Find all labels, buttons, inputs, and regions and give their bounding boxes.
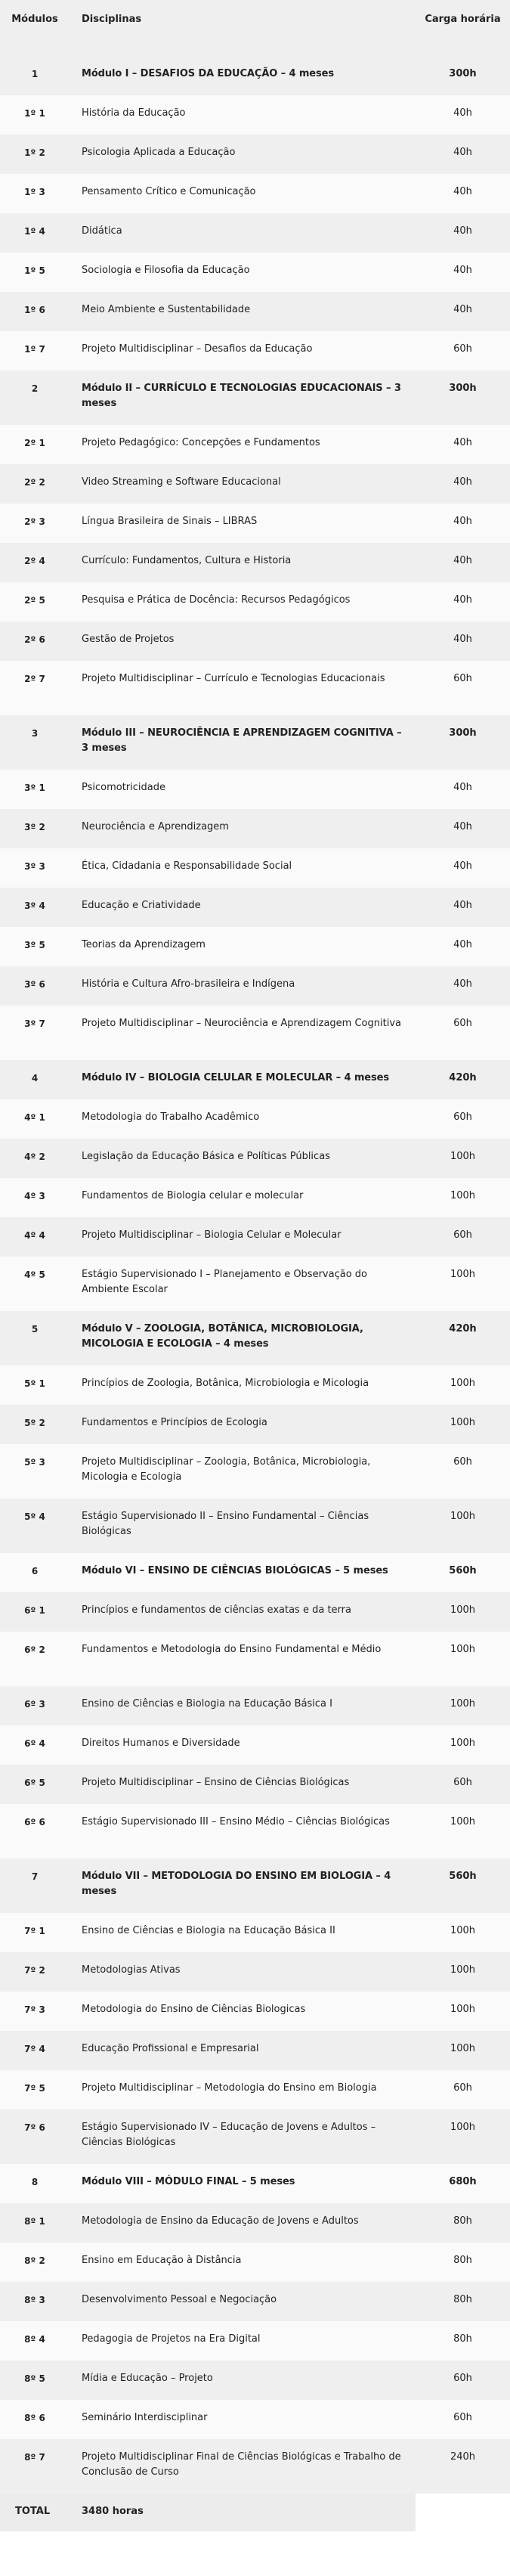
table-row bbox=[0, 2203, 510, 2243]
discipline-cell: Módulo V – ZOOLOGIA, BOTÂNICA, MICROBIOLOGIA, MICOLOGIA E ECOLOGIA – 4 meses bbox=[70, 1311, 416, 1365]
total-label: TOTAL bbox=[0, 2494, 70, 2531]
table-row bbox=[0, 1139, 510, 1178]
discipline-cell: Língua Brasileira de Sinais – LIBRAS bbox=[70, 504, 416, 543]
module-code-cell: 5º 4 bbox=[0, 1499, 70, 1553]
table-row bbox=[0, 1365, 510, 1405]
table-row bbox=[0, 1257, 510, 1311]
hours-cell: 60h bbox=[416, 2400, 510, 2439]
table-row bbox=[0, 2439, 510, 2494]
hours-cell: 40h bbox=[416, 966, 510, 1006]
hours-cell: 40h bbox=[416, 95, 510, 135]
module-code-cell: 5º 2 bbox=[0, 1405, 70, 1444]
discipline-cell: Teorias da Aprendizagem bbox=[70, 927, 416, 966]
module-code-cell: 2º 4 bbox=[0, 543, 70, 582]
table-row bbox=[0, 661, 510, 715]
module-code-cell: 7º 6 bbox=[0, 2109, 70, 2164]
module-code-cell: 1º 3 bbox=[0, 174, 70, 213]
discipline-cell: Meio Ambiente e Sustentabilidade bbox=[70, 292, 416, 331]
discipline-cell: Projeto Multidisciplinar – Neurociência e Aprendizagem Cognitiva bbox=[70, 1006, 416, 1060]
module-code-cell: 4º 2 bbox=[0, 1139, 70, 1178]
discipline-cell: Educação e Criatividade bbox=[70, 888, 416, 927]
module-code-cell: 4º 3 bbox=[0, 1178, 70, 1217]
hours-cell: 60h bbox=[416, 661, 510, 715]
table-row bbox=[0, 292, 510, 331]
hours-cell: 100h bbox=[416, 1686, 510, 1725]
module-row bbox=[0, 1060, 510, 1099]
header-workload: Carga horária bbox=[416, 0, 510, 56]
hours-cell: 100h bbox=[416, 1365, 510, 1405]
discipline-cell: Pedagogia de Projetos na Era Digital bbox=[70, 2321, 416, 2361]
discipline-cell: Sociologia e Filosofia da Educação bbox=[70, 253, 416, 292]
table-row bbox=[0, 2031, 510, 2070]
module-code-cell: 6º 6 bbox=[0, 1804, 70, 1858]
table-row bbox=[0, 1765, 510, 1804]
discipline-cell: Pesquisa e Prática de Docência: Recursos Pedagógicos bbox=[70, 582, 416, 622]
hours-cell: 60h bbox=[416, 2361, 510, 2400]
hours-cell: 40h bbox=[416, 582, 510, 622]
table-row bbox=[0, 2321, 510, 2361]
hours-cell: 40h bbox=[416, 848, 510, 888]
table-row bbox=[0, 888, 510, 927]
header-disciplines: Disciplinas bbox=[70, 0, 416, 56]
module-row bbox=[0, 715, 510, 770]
hours-cell: 680h bbox=[416, 2164, 510, 2203]
table-row bbox=[0, 464, 510, 504]
discipline-cell: Pensamento Crítico e Comunicação bbox=[70, 174, 416, 213]
module-code-cell: 3º 4 bbox=[0, 888, 70, 927]
hours-cell: 60h bbox=[416, 331, 510, 370]
module-code-cell: 1 bbox=[0, 56, 70, 95]
table-row bbox=[0, 1686, 510, 1725]
table-row bbox=[0, 966, 510, 1006]
hours-cell: 40h bbox=[416, 888, 510, 927]
discipline-cell: Neurociência e Aprendizagem bbox=[70, 809, 416, 848]
table-row bbox=[0, 2243, 510, 2282]
hours-cell: 40h bbox=[416, 464, 510, 504]
hours-cell: 560h bbox=[416, 1553, 510, 1592]
hours-cell: 100h bbox=[416, 1178, 510, 1217]
module-row bbox=[0, 370, 510, 425]
hours-cell: 40h bbox=[416, 770, 510, 809]
module-row bbox=[0, 1553, 510, 1592]
table-row bbox=[0, 2361, 510, 2400]
module-code-cell: 3º 2 bbox=[0, 809, 70, 848]
module-code-cell: 1º 1 bbox=[0, 95, 70, 135]
module-row bbox=[0, 1858, 510, 1913]
hours-cell: 80h bbox=[416, 2321, 510, 2361]
module-code-cell: 7º 2 bbox=[0, 1952, 70, 1992]
hours-cell: 100h bbox=[416, 2031, 510, 2070]
discipline-cell: Ensino de Ciências e Biologia na Educação Básica I bbox=[70, 1686, 416, 1725]
module-code-cell: 6º 5 bbox=[0, 1765, 70, 1804]
table-row bbox=[0, 425, 510, 464]
module-code-cell: 8º 4 bbox=[0, 2321, 70, 2361]
discipline-cell: Ensino em Educação à Distância bbox=[70, 2243, 416, 2282]
hours-cell: 100h bbox=[416, 1592, 510, 1632]
module-code-cell: 1º 2 bbox=[0, 135, 70, 174]
table-row bbox=[0, 1217, 510, 1257]
discipline-cell: Fundamentos e Metodologia do Ensino Fundamental e Médio bbox=[70, 1632, 416, 1686]
discipline-cell: Projeto Multidisciplinar – Metodologia do Ensino em Biologia bbox=[70, 2070, 416, 2109]
table-body bbox=[0, 56, 510, 2494]
module-code-cell: 6º 4 bbox=[0, 1725, 70, 1765]
module-code-cell: 7 bbox=[0, 1858, 70, 1913]
hours-cell: 40h bbox=[416, 213, 510, 253]
hours-cell: 100h bbox=[416, 2109, 510, 2164]
hours-cell: 300h bbox=[416, 370, 510, 425]
table-row bbox=[0, 1499, 510, 1553]
module-code-cell: 7º 3 bbox=[0, 1992, 70, 2031]
module-code-cell: 1º 5 bbox=[0, 253, 70, 292]
discipline-cell: Módulo III – NEUROCIÊNCIA E APRENDIZAGEM COGNITIVA – 3 meses bbox=[70, 715, 416, 770]
discipline-cell: Educação Profissional e Empresarial bbox=[70, 2031, 416, 2070]
module-code-cell: 8º 7 bbox=[0, 2439, 70, 2494]
module-code-cell: 6º 2 bbox=[0, 1632, 70, 1686]
module-code-cell: 3 bbox=[0, 715, 70, 770]
module-code-cell: 2º 2 bbox=[0, 464, 70, 504]
table-row bbox=[0, 1725, 510, 1765]
total-empty-cell bbox=[416, 2494, 510, 2531]
hours-cell: 300h bbox=[416, 56, 510, 95]
hours-cell: 100h bbox=[416, 1725, 510, 1765]
table-row bbox=[0, 1405, 510, 1444]
hours-cell: 80h bbox=[416, 2203, 510, 2243]
module-row bbox=[0, 1311, 510, 1365]
discipline-cell: Metodologia de Ensino da Educação de Jovens e Adultos bbox=[70, 2203, 416, 2243]
header-modules: Módulos bbox=[0, 0, 70, 56]
discipline-cell: Video Streaming e Software Educacional bbox=[70, 464, 416, 504]
hours-cell: 240h bbox=[416, 2439, 510, 2494]
discipline-cell: Metodologias Ativas bbox=[70, 1952, 416, 1992]
module-code-cell: 5º 1 bbox=[0, 1365, 70, 1405]
hours-cell: 40h bbox=[416, 622, 510, 661]
hours-cell: 60h bbox=[416, 1217, 510, 1257]
module-code-cell: 7º 5 bbox=[0, 2070, 70, 2109]
module-code-cell: 8 bbox=[0, 2164, 70, 2203]
module-code-cell: 6 bbox=[0, 1553, 70, 1592]
table-row bbox=[0, 927, 510, 966]
hours-cell: 100h bbox=[416, 1257, 510, 1311]
table-row bbox=[0, 809, 510, 848]
hours-cell: 40h bbox=[416, 543, 510, 582]
table-row bbox=[0, 622, 510, 661]
module-code-cell: 4º 1 bbox=[0, 1099, 70, 1139]
table-row bbox=[0, 2282, 510, 2321]
hours-cell: 560h bbox=[416, 1858, 510, 1913]
table-row bbox=[0, 2070, 510, 2109]
discipline-cell: Estágio Supervisionado III – Ensino Médio – Ciências Biológicas bbox=[70, 1804, 416, 1858]
table-row bbox=[0, 504, 510, 543]
hours-cell: 100h bbox=[416, 1992, 510, 2031]
table-row bbox=[0, 543, 510, 582]
module-code-cell: 8º 3 bbox=[0, 2282, 70, 2321]
table-row bbox=[0, 1006, 510, 1060]
discipline-cell: Módulo IV – BIOLOGIA CELULAR E MOLECULAR – 4 meses bbox=[70, 1060, 416, 1099]
total-row bbox=[0, 2494, 510, 2531]
table-row bbox=[0, 135, 510, 174]
discipline-cell: Direitos Humanos e Diversidade bbox=[70, 1725, 416, 1765]
discipline-cell: Princípios de Zoologia, Botânica, Microbiologia e Micologia bbox=[70, 1365, 416, 1405]
module-code-cell: 4 bbox=[0, 1060, 70, 1099]
module-code-cell: 3º 7 bbox=[0, 1006, 70, 1060]
discipline-cell: Módulo VII – METODOLOGIA DO ENSINO EM BIOLOGIA – 4 meses bbox=[70, 1858, 416, 1913]
table-row bbox=[0, 95, 510, 135]
hours-cell: 40h bbox=[416, 135, 510, 174]
hours-cell: 80h bbox=[416, 2243, 510, 2282]
discipline-cell: Ética, Cidadania e Responsabilidade Social bbox=[70, 848, 416, 888]
discipline-cell: Desenvolvimento Pessoal e Negociação bbox=[70, 2282, 416, 2321]
discipline-cell: Estágio Supervisionado IV – Educação de Jovens e Adultos – Ciências Biológicas bbox=[70, 2109, 416, 2164]
discipline-cell: Psicologia Aplicada a Educação bbox=[70, 135, 416, 174]
hours-cell: 40h bbox=[416, 174, 510, 213]
table-row bbox=[0, 1913, 510, 1952]
discipline-cell: Projeto Multidisciplinar – Currículo e Tecnologias Educacionais bbox=[70, 661, 416, 715]
module-code-cell: 4º 4 bbox=[0, 1217, 70, 1257]
module-code-cell: 7º 4 bbox=[0, 2031, 70, 2070]
hours-cell: 40h bbox=[416, 425, 510, 464]
module-code-cell: 2º 3 bbox=[0, 504, 70, 543]
table-row bbox=[0, 1992, 510, 2031]
module-code-cell: 8º 6 bbox=[0, 2400, 70, 2439]
module-code-cell: 5 bbox=[0, 1311, 70, 1365]
hours-cell: 420h bbox=[416, 1060, 510, 1099]
module-code-cell: 3º 6 bbox=[0, 966, 70, 1006]
module-code-cell: 3º 5 bbox=[0, 927, 70, 966]
discipline-cell: Mídia e Educação – Projeto bbox=[70, 2361, 416, 2400]
discipline-cell: Seminário Interdisciplinar bbox=[70, 2400, 416, 2439]
module-code-cell: 6º 3 bbox=[0, 1686, 70, 1725]
table-row bbox=[0, 1444, 510, 1499]
hours-cell: 100h bbox=[416, 1804, 510, 1858]
module-code-cell: 8º 1 bbox=[0, 2203, 70, 2243]
table-row bbox=[0, 331, 510, 370]
module-row bbox=[0, 56, 510, 95]
hours-cell: 100h bbox=[416, 1405, 510, 1444]
hours-cell: 80h bbox=[416, 2282, 510, 2321]
discipline-cell: Metodologia do Ensino de Ciências Biologicas bbox=[70, 1992, 416, 2031]
discipline-cell: Projeto Multidisciplinar – Desafios da Educação bbox=[70, 331, 416, 370]
module-code-cell: 7º 1 bbox=[0, 1913, 70, 1952]
hours-cell: 40h bbox=[416, 253, 510, 292]
table-row bbox=[0, 1952, 510, 1992]
module-code-cell: 2º 7 bbox=[0, 661, 70, 715]
discipline-cell: Metodologia do Trabalho Acadêmico bbox=[70, 1099, 416, 1139]
discipline-cell: Estágio Supervisionado I – Planejamento e Observação do Ambiente Escolar bbox=[70, 1257, 416, 1311]
table-header-row bbox=[0, 0, 510, 56]
module-row bbox=[0, 2164, 510, 2203]
module-code-cell: 5º 3 bbox=[0, 1444, 70, 1499]
hours-cell: 40h bbox=[416, 504, 510, 543]
module-code-cell: 1º 7 bbox=[0, 331, 70, 370]
discipline-cell: Módulo I – DESAFIOS DA EDUCAÇÃO – 4 meses bbox=[70, 56, 416, 95]
discipline-cell: Módulo VIII – MÓDULO FINAL – 5 meses bbox=[70, 2164, 416, 2203]
hours-cell: 100h bbox=[416, 1952, 510, 1992]
discipline-cell: Fundamentos e Princípios de Ecologia bbox=[70, 1405, 416, 1444]
table-row bbox=[0, 582, 510, 622]
discipline-cell: Gestão de Projetos bbox=[70, 622, 416, 661]
hours-cell: 100h bbox=[416, 1139, 510, 1178]
module-code-cell: 6º 1 bbox=[0, 1592, 70, 1632]
table-row bbox=[0, 1178, 510, 1217]
hours-cell: 60h bbox=[416, 1765, 510, 1804]
hours-cell: 300h bbox=[416, 715, 510, 770]
hours-cell: 40h bbox=[416, 927, 510, 966]
hours-cell: 100h bbox=[416, 1632, 510, 1686]
table-row bbox=[0, 174, 510, 213]
table-row bbox=[0, 848, 510, 888]
table-row bbox=[0, 2109, 510, 2164]
discipline-cell: Didática bbox=[70, 213, 416, 253]
discipline-cell: Módulo II – CURRÍCULO E TECNOLOGIAS EDUCACIONAIS – 3 meses bbox=[70, 370, 416, 425]
module-code-cell: 8º 2 bbox=[0, 2243, 70, 2282]
discipline-cell: Projeto Multidisciplinar – Zoologia, Botânica, Microbiologia, Micologia e Ecologia bbox=[70, 1444, 416, 1499]
table-row bbox=[0, 2400, 510, 2439]
table-row bbox=[0, 213, 510, 253]
total-value: 3480 horas bbox=[70, 2494, 416, 2531]
discipline-cell: Legislação da Educação Básica e Políticas Públicas bbox=[70, 1139, 416, 1178]
discipline-cell: História da Educação bbox=[70, 95, 416, 135]
hours-cell: 60h bbox=[416, 1444, 510, 1499]
hours-cell: 60h bbox=[416, 1099, 510, 1139]
module-code-cell: 1º 6 bbox=[0, 292, 70, 331]
discipline-cell: Projeto Pedagógico: Concepções e Fundamentos bbox=[70, 425, 416, 464]
module-code-cell: 1º 4 bbox=[0, 213, 70, 253]
table-row bbox=[0, 1804, 510, 1858]
module-code-cell: 2º 6 bbox=[0, 622, 70, 661]
module-code-cell: 2º 5 bbox=[0, 582, 70, 622]
discipline-cell: Módulo VI – ENSINO DE CIÊNCIAS BIOLÓGICAS – 5 meses bbox=[70, 1553, 416, 1592]
discipline-cell: Fundamentos de Biologia celular e molecular bbox=[70, 1178, 416, 1217]
module-code-cell: 3º 1 bbox=[0, 770, 70, 809]
table-row bbox=[0, 1632, 510, 1686]
discipline-cell: História e Cultura Afro-brasileira e Indígena bbox=[70, 966, 416, 1006]
module-code-cell: 3º 3 bbox=[0, 848, 70, 888]
module-code-cell: 4º 5 bbox=[0, 1257, 70, 1311]
discipline-cell: Ensino de Ciências e Biologia na Educação Básica II bbox=[70, 1913, 416, 1952]
module-code-cell: 8º 5 bbox=[0, 2361, 70, 2400]
table-row bbox=[0, 253, 510, 292]
hours-cell: 40h bbox=[416, 292, 510, 331]
hours-cell: 60h bbox=[416, 1006, 510, 1060]
discipline-cell: Projeto Multidisciplinar – Biologia Celular e Molecular bbox=[70, 1217, 416, 1257]
module-code-cell: 2º 1 bbox=[0, 425, 70, 464]
table-row bbox=[0, 1099, 510, 1139]
discipline-cell: Psicomotricidade bbox=[70, 770, 416, 809]
module-code-cell: 2 bbox=[0, 370, 70, 425]
hours-cell: 60h bbox=[416, 2070, 510, 2109]
hours-cell: 420h bbox=[416, 1311, 510, 1365]
table-row bbox=[0, 770, 510, 809]
discipline-cell: Estágio Supervisionado II – Ensino Fundamental – Ciências Biológicas bbox=[70, 1499, 416, 1553]
discipline-cell: Projeto Multidisciplinar – Ensino de Ciências Biológicas bbox=[70, 1765, 416, 1804]
hours-cell: 40h bbox=[416, 809, 510, 848]
table-row bbox=[0, 1592, 510, 1632]
discipline-cell: Projeto Multidisciplinar Final de Ciências Biológicas e Trabalho de Conclusão de Curso bbox=[70, 2439, 416, 2494]
hours-cell: 100h bbox=[416, 1913, 510, 1952]
hours-cell: 100h bbox=[416, 1499, 510, 1553]
discipline-cell: Currículo: Fundamentos, Cultura e Historia bbox=[70, 543, 416, 582]
discipline-cell: Princípios e fundamentos de ciências exatas e da terra bbox=[70, 1592, 416, 1632]
